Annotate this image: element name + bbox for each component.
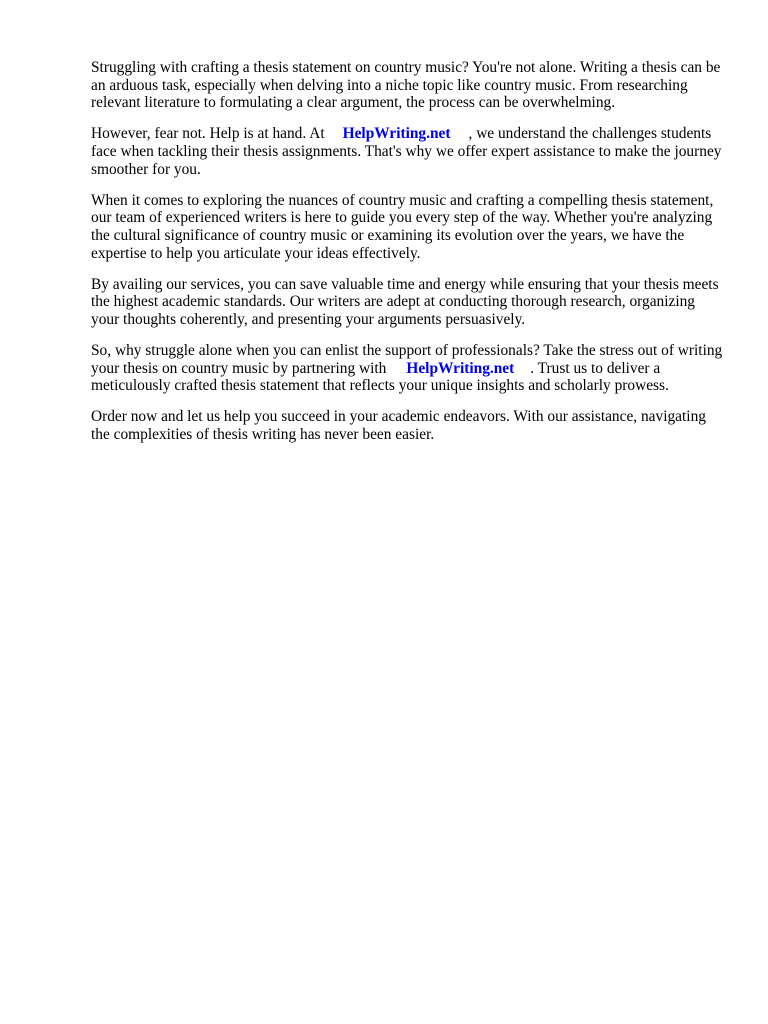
document-page [91,59,725,457]
helpwriting-link[interactable]: HelpWriting.net [342,125,451,143]
paragraph-order: Order now and let us help you succeed in your academic endeavors. With our assistance, navigating the complexities of thesis writing has never been easier. [91,408,706,444]
paragraph-partner-tail: . Trust us to deliver a meticulously crafted thesis statement that reflects your unique insights and scholarly prowess. [91,359,669,395]
paragraph-help-lead: However, fear not. Help is at hand. At [91,125,325,143]
paragraph-services: By availing our services, you can save valuable time and energy while ensuring that your thesis meets the highest academic standards. Our writers are adept at conducting thorough research, organizing your thoughts coherently, and presenting your arguments persuasively. [91,275,719,328]
paragraph-help-tail: , we understand the challenges students face when tackling their thesis assignments. That's why we offer expert assistance to make the journey smoother for you. [91,125,722,178]
paragraph-help [91,125,725,178]
paragraph-expertise: When it comes to exploring the nuances of country music and crafting a compelling thesis statement, our team of experienced writers is here to guide you every step of the way. Whether you're analyzing the cultural significance of country music or examining its evolution over the years, we have the expertise to help you articulate your ideas effectively. [91,191,714,262]
paragraph-intro: Struggling with crafting a thesis statement on country music? You're not alone. Writing a thesis can be an arduous task, especially when delving into a niche topic like country music. From researching relevant literature to formulating a clear argument, the process can be overwhelming. [91,59,721,112]
helpwriting-link-2[interactable]: HelpWriting.net [406,359,515,377]
paragraph-partner [91,342,725,395]
paragraph-partner-lead: So, why struggle alone when you can enlist the support of professionals? Take the stress out of writing your thesis on country music by partnering with [91,342,723,377]
